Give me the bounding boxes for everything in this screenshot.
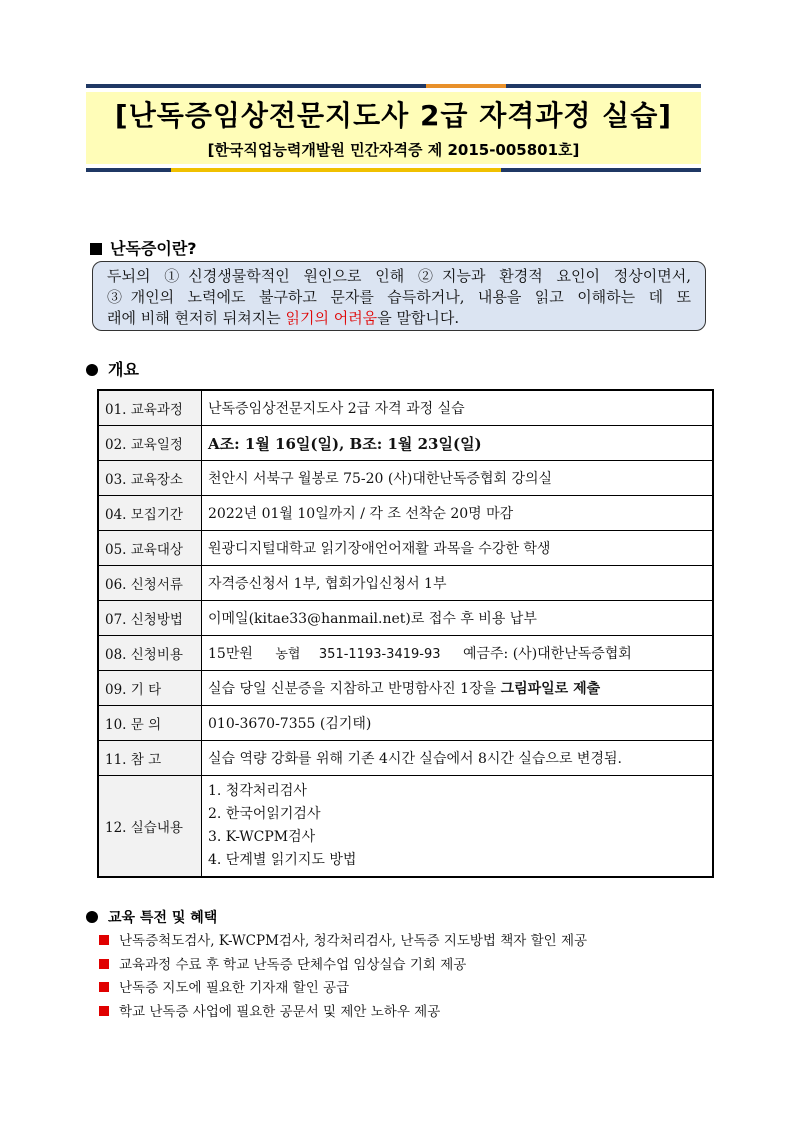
bank-account: 351-1193-3419-93 <box>318 647 441 662</box>
overview-heading-label: 개요 <box>108 360 139 379</box>
benefit-text: 난독증척도검사, K-WCPM검사, 청각처리검사, 난독증 지도방법 책자 할인 제공 <box>119 933 588 949</box>
row-label: 09. 기 타 <box>98 671 202 706</box>
table-row <box>98 706 713 741</box>
overview-table <box>97 389 714 878</box>
circle-bullet-icon <box>86 364 98 376</box>
bank-name: 농협 <box>275 647 301 662</box>
definition-box <box>92 261 706 331</box>
definition-highlight: 읽기의 어려움 <box>285 309 378 327</box>
definition-line-1-text: 두뇌의 ①신경생물학적인 원인으로 인해 ②지능과 환경적 요인이 정상이면서, <box>107 267 691 285</box>
etc-text: 실습 당일 신분증을 지참하고 반명함사진 1장을 <box>208 681 501 697</box>
table-row <box>98 636 713 671</box>
table-row <box>98 496 713 531</box>
list-item <box>99 1001 587 1025</box>
definition-line-3-prefix: 래에 비해 현저히 뒤쳐지는 <box>107 309 286 327</box>
etc-bold-text: 그림파일로 제출 <box>500 681 601 697</box>
account-holder: 예금주: (사)대한난독증협회 <box>462 646 632 662</box>
row-value: 이메일(kitae33@hanmail.net)로 접수 후 비용 납부 <box>202 601 714 636</box>
list-item: 3. K-WCPM검사 <box>208 829 316 845</box>
row-value: A조: 1월 16일(일), B조: 1월 23일(일) <box>202 426 714 461</box>
benefits-heading-label: 교육 특전 및 혜택 <box>108 910 218 926</box>
table-row <box>98 461 713 496</box>
row-value: 자격증신청서 1부, 협회가입신청서 1부 <box>202 566 714 601</box>
row-label: 10. 문 의 <box>98 706 202 741</box>
red-square-bullet-icon <box>99 959 109 969</box>
row-value: 천안시 서북구 월봉로 75-20 (사)대한난독증협회 강의실 <box>202 461 714 496</box>
red-square-bullet-icon <box>99 1006 109 1016</box>
row-value: 010-3670-7355 (김기태) <box>202 706 714 741</box>
row-label: 11. 참 고 <box>98 741 202 776</box>
practice-content-list <box>208 776 706 876</box>
row-value <box>202 671 714 706</box>
page-title: [난독증임상전문지도사 2급 자격과정 실습] <box>114 99 673 132</box>
row-label: 04. 모집기간 <box>98 496 202 531</box>
row-label: 06. 신청서류 <box>98 566 202 601</box>
definition-line-1 <box>107 266 691 287</box>
table-row <box>98 671 713 706</box>
red-square-bullet-icon <box>99 982 109 992</box>
row-label: 02. 교육일정 <box>98 426 202 461</box>
row-label: 08. 신청비용 <box>98 636 202 671</box>
table-row <box>98 531 713 566</box>
definition-heading <box>90 236 197 259</box>
page-subtitle: [한국직업능력개발원 민간자격증 제 2015-005801호] <box>207 141 580 159</box>
list-item: 4. 단계별 읽기지도 방법 <box>208 852 357 868</box>
table-row <box>98 601 713 636</box>
row-value: 실습 역량 강화를 위해 기존 4시간 실습에서 8시간 실습으로 변경됨. <box>202 741 714 776</box>
row-label: 05. 교육대상 <box>98 531 202 566</box>
row-value <box>202 636 714 671</box>
definition-heading-label: 난독증이란? <box>110 239 197 258</box>
list-item: 1. 청각처리검사 <box>208 783 307 799</box>
row-value: 2022년 01월 10일까지 / 각 조 선착순 20명 마감 <box>202 496 714 531</box>
benefit-text: 학교 난독증 사업에 필요한 공문서 및 제안 노하우 제공 <box>119 1003 441 1020</box>
header-banner <box>86 92 701 164</box>
table-row <box>98 426 713 461</box>
red-square-bullet-icon <box>99 935 109 945</box>
square-bullet-icon <box>90 243 102 255</box>
row-label: 07. 신청방법 <box>98 601 202 636</box>
list-item <box>99 954 587 978</box>
header-bottom-rule <box>86 168 701 172</box>
table-row <box>98 390 713 426</box>
table-row <box>98 741 713 776</box>
circle-bullet-icon <box>86 911 98 923</box>
definition-line-3-suffix: 을 말합니다. <box>377 309 460 327</box>
row-label: 03. 교육장소 <box>98 461 202 496</box>
benefits-heading <box>86 907 217 927</box>
benefits-list <box>99 930 587 1024</box>
definition-line-3 <box>107 308 691 329</box>
overview-heading <box>86 357 139 380</box>
list-item: 2. 한국어읽기검사 <box>208 806 321 822</box>
table-row <box>98 776 713 878</box>
row-label: 12. 실습내용 <box>98 776 202 878</box>
definition-line-2 <box>107 287 691 308</box>
row-value <box>202 776 714 878</box>
row-value: 난독증임상전문지도사 2급 자격 과정 실습 <box>202 390 714 426</box>
definition-line-2-text: ③개인의 노력에도 불구하고 문자를 습득하거나, 내용을 읽고 이해하는 데 또 <box>107 288 691 306</box>
row-value: 원광디지털대학교 읽기장애언어재활 과목을 수강한 학생 <box>202 531 714 566</box>
fee-amount: 15만원 <box>208 646 253 662</box>
header-top-rule <box>86 84 701 88</box>
benefit-text: 교육과정 수료 후 학교 난독증 단체수업 임상실습 기회 제공 <box>119 956 467 973</box>
list-item <box>99 977 587 1001</box>
list-item <box>99 930 587 954</box>
benefit-text: 난독증 지도에 필요한 기자재 할인 공급 <box>119 980 350 996</box>
table-row <box>98 566 713 601</box>
row-label: 01. 교육과정 <box>98 390 202 426</box>
